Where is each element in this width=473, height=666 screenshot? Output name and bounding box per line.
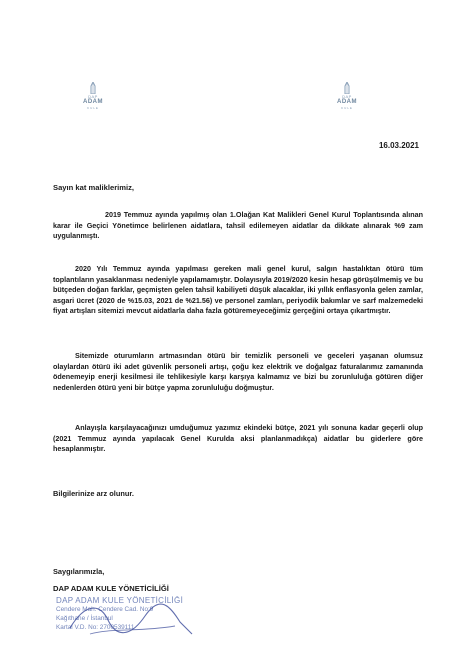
paragraph-3: Sitemizde oturumların artmasından ötürü bir temizlik personeli ve geceleri yaşanan olumsuz olaylardan ötürü iki adet güvenlik personeli artışı, çoğu kez elektrik ve doğalgaz faturalarımız zamanında ödenemeyip enerji kesilmesi ile tehlikesiyle karşı karşıya kalmamız ve bizi bu zorunluluğa götüren diğer nedenlerden ötürü yeni bir bütçe yapma zorunluluğu doğmuştur. xyxy=(53,351,423,392)
stamp-line: Cendere Mah. Cendere Cad. No:9 xyxy=(56,606,154,613)
header-logo-left xyxy=(78,82,108,110)
logo-sub-text: KULE xyxy=(87,106,99,110)
building-logo-icon xyxy=(86,82,100,94)
regards-line: Saygılarımızla, xyxy=(53,567,105,576)
logo-small-text: DAP xyxy=(88,94,98,99)
logo-brand-text: ADAM xyxy=(337,99,357,105)
handwritten-signature xyxy=(60,598,200,644)
logo-sub-text: KULE xyxy=(341,106,353,110)
stamp-line: Kartal V.D. No: 2700539111 xyxy=(56,624,135,631)
signer-name: DAP ADAM KULE YÖNETİCİLİĞİ xyxy=(53,584,169,593)
closing-line: Bilgilerinize arz olunur. xyxy=(53,489,134,498)
stamp-title: DAP ADAM KULE YÖNETİCİLİĞİ xyxy=(56,596,184,605)
paragraph-2: 2020 Yılı Temmuz ayında yapılması gereken mali genel kurul, salgın hastalıktan ötürü tüm toplantıların yasaklanması nedeniyle yapılamamıştır. Dolayısıyla 2019/2020 kesin hesap görüşülmemiş ve bu bütçeden doğan farklar, geçmişten gelen tahsil kabiliyeti düşük alacaklar, iki yıllık enflasyonla gelen zamlar, asgari ücret (2020 de %15.03, 2021 de %21.56) ve personel zamları, periyodik bakımlar ve sarf malzemedeki fiyat artışları sitemizi mevcut aidatlarla daha fazla götüremeyeceğimiz gerçeğini ortaya çıkartmıştır. xyxy=(53,264,423,316)
letter-date: 16.03.2021 xyxy=(378,141,419,150)
salutation: Sayın kat maliklerimiz, xyxy=(53,183,135,192)
header-logo-right xyxy=(332,82,362,110)
stamp-line: Kağıthane / İstanbul xyxy=(56,615,113,622)
logo-small-text: DAP xyxy=(342,94,352,99)
logo-brand-text: ADAM xyxy=(83,99,103,105)
building-logo-icon xyxy=(340,82,354,94)
paragraph-1: 2019 Temmuz ayında yapılmış olan 1.Olağan Kat Malikleri Genel Kurul Toplantısında alınan karar ile Geçici Yönetimce belirlenen aidatlara, tahsil edilemeyen aidatlar da dikkate alınarak %9 zam uygulanmıştı. xyxy=(53,210,423,241)
paragraph-4: Anlayışla karşılayacağınızı umduğumuz yazımız ekindeki bütçe, 2021 yılı sonuna kadar geçerli olup (2021 Temmuz ayında yapılacak Genel Kurulda aksi planlanmadıkça) aidatlar bu giderlere göre hesaplanmıştır. xyxy=(53,423,423,454)
